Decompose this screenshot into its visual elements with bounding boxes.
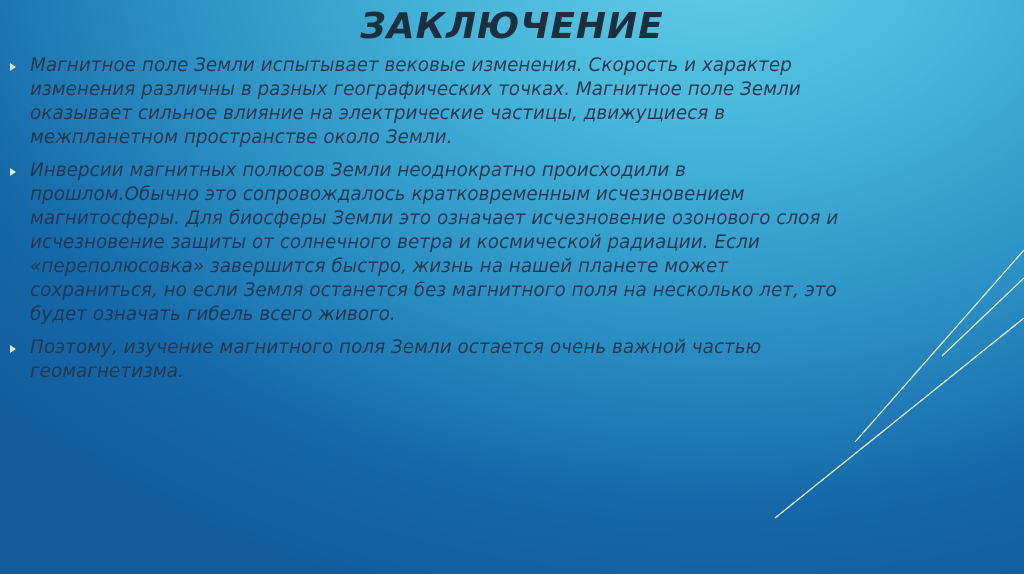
triangle-bullet-icon xyxy=(10,168,16,176)
bullet-list xyxy=(8,54,848,393)
triangle-bullet-icon xyxy=(10,63,16,71)
decor-line xyxy=(855,250,1024,442)
slide-title: ЗАКЛЮЧЕНИЕ xyxy=(360,6,664,47)
bullet-text: Магнитное поле Земли испытывает вековые изменения. Скорость и характер изменения различны в разных географических точках. Магнитное поле Земли оказывает сильное влияние на электрические частицы, движущиеся в межпланетном пространстве около Земли. xyxy=(30,55,801,148)
bullet-item xyxy=(8,54,848,150)
bullet-text: Инверсии магнитных полюсов Земли неоднократно происходили в прошлом.Обычно это сопровождалось кратковременным исчезновением магнитосферы. Для биосферы Земли это означает исчезновение озонового слоя и исчезновение защиты от солнечного ветра и космической радиации. Если «переполюсовка» завершится быстро, жизнь на нашей планете может сохраниться, но если Земля останется без магнитного поля на несколько лет, это будет означать гибель всего живого. xyxy=(30,160,839,325)
bullet-item xyxy=(8,159,848,327)
triangle-bullet-icon xyxy=(10,345,16,353)
decor-line xyxy=(942,278,1024,356)
bullet-text: Поэтому, изучение магнитного поля Земли остается очень важной частью геомагнетизма. xyxy=(30,337,762,382)
bullet-item xyxy=(8,336,848,384)
